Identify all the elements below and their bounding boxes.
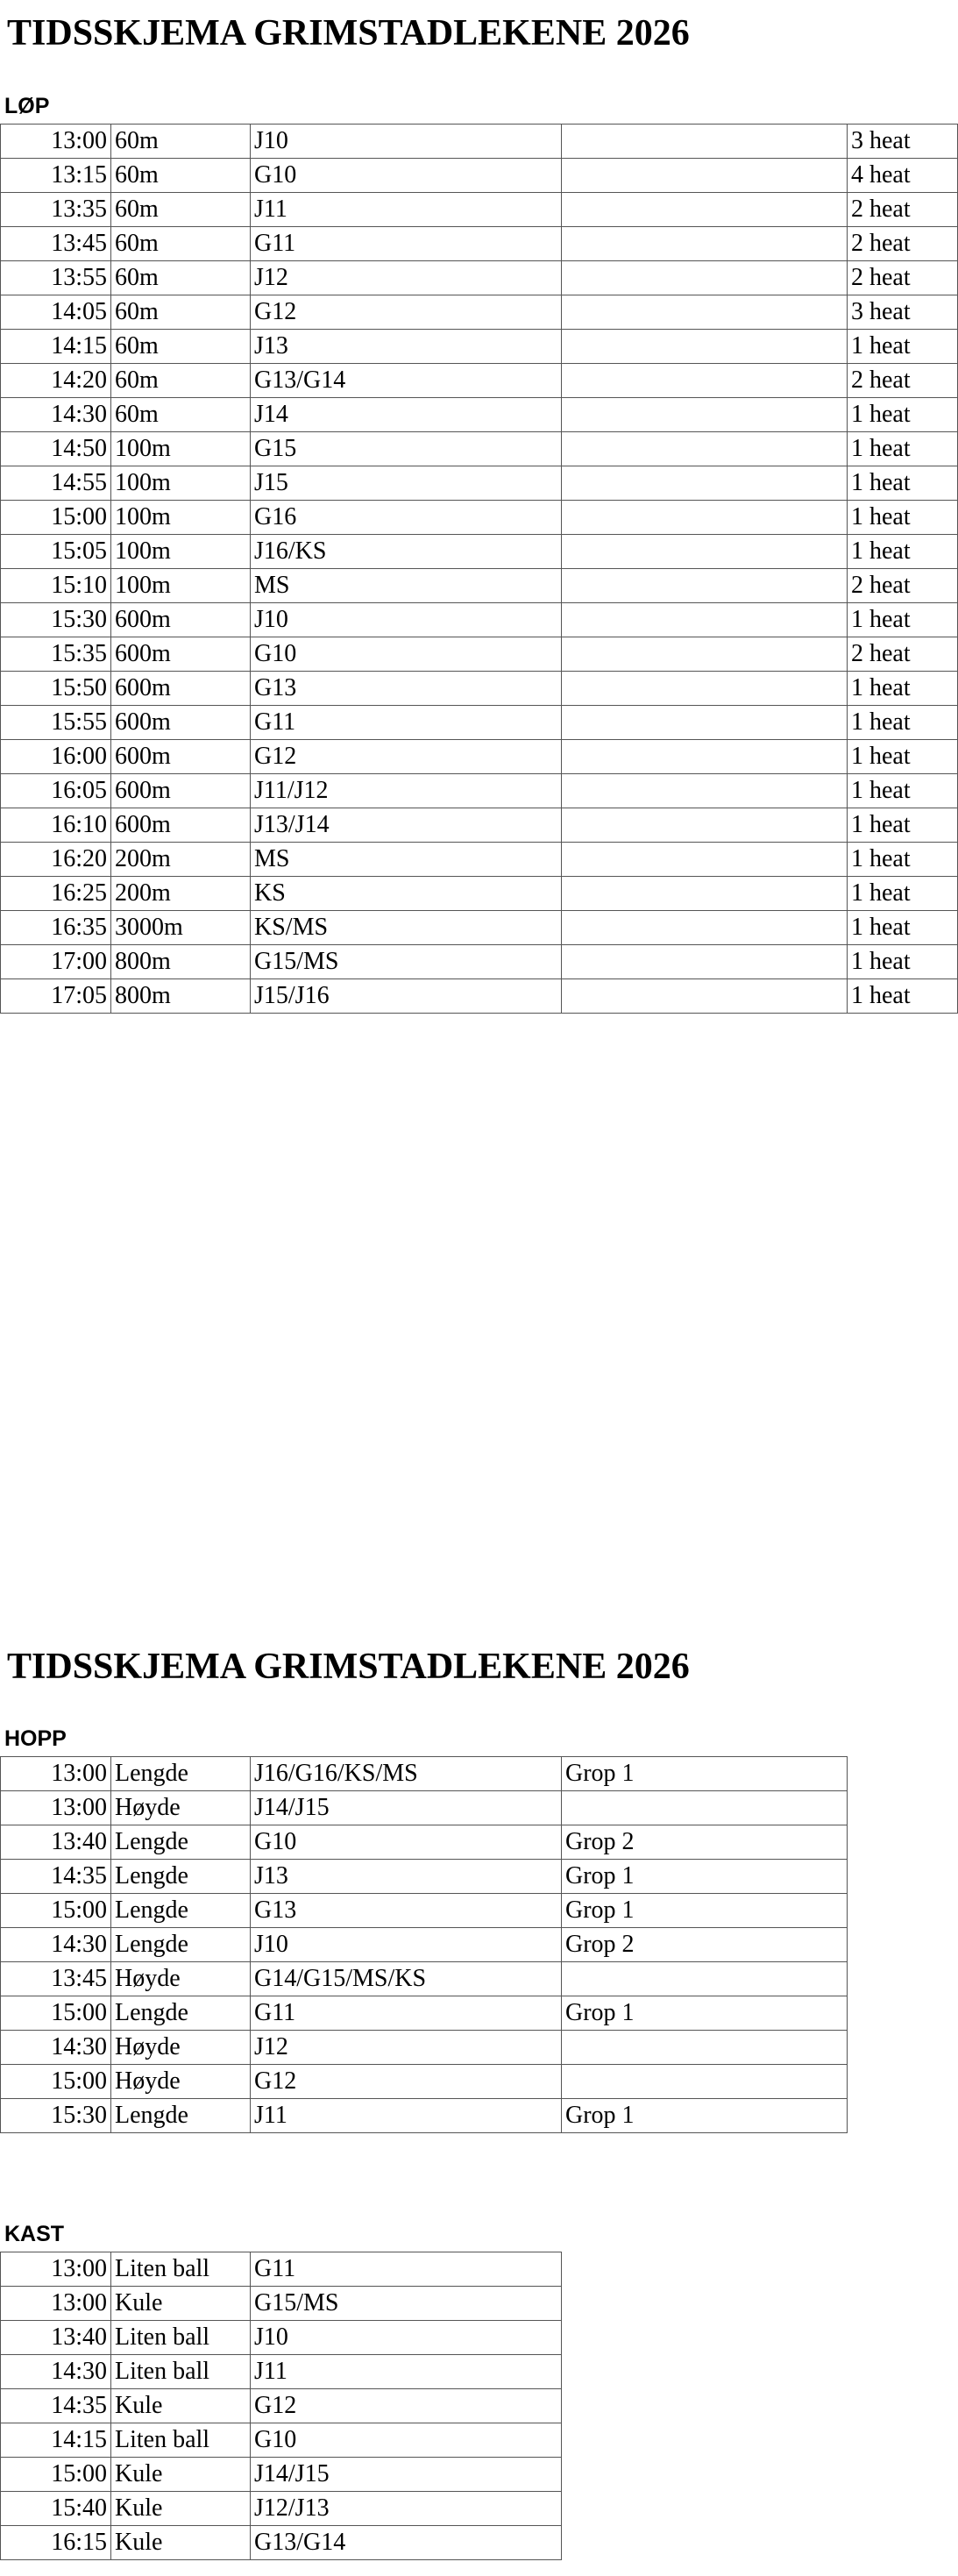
table-row <box>1 1860 848 1894</box>
table-row <box>1 1825 848 1860</box>
cell-event: Lengde <box>111 1894 251 1928</box>
cell-class: G13/G14 <box>251 2526 562 2560</box>
cell-note <box>562 979 848 1014</box>
cell-class: J15 <box>251 466 562 501</box>
cell-time: 15:00 <box>1 2065 111 2099</box>
table-row <box>1 364 958 398</box>
cell-event: Lengde <box>111 1928 251 1962</box>
cell-event: 100m <box>111 535 251 569</box>
cell-time: 13:40 <box>1 2321 111 2355</box>
cell-event: Liten ball <box>111 2355 251 2389</box>
cell-heats: 1 heat <box>848 877 958 911</box>
cell-event: Kule <box>111 2389 251 2423</box>
table-row <box>1 672 958 706</box>
table-row <box>1 501 958 535</box>
cell-note <box>562 501 848 535</box>
table-row <box>1 2389 562 2423</box>
cell-time: 15:00 <box>1 1894 111 1928</box>
cell-heats: 3 heat <box>848 295 958 330</box>
cell-event: 600m <box>111 672 251 706</box>
section-label-kast: KAST <box>4 2222 65 2246</box>
table-row <box>1 2423 562 2458</box>
cell-group <box>562 2031 848 2065</box>
cell-time: 15:40 <box>1 2492 111 2526</box>
cell-time: 15:30 <box>1 603 111 637</box>
cell-class: G11 <box>251 1996 562 2031</box>
cell-note <box>562 911 848 945</box>
cell-class: J16/KS <box>251 535 562 569</box>
cell-time: 16:05 <box>1 774 111 808</box>
table-row <box>1 1894 848 1928</box>
table-row <box>1 295 958 330</box>
cell-class: J15/J16 <box>251 979 562 1014</box>
cell-class: G12 <box>251 295 562 330</box>
cell-time: 13:00 <box>1 2252 111 2287</box>
cell-note <box>562 125 848 159</box>
cell-heats: 2 heat <box>848 569 958 603</box>
cell-heats: 1 heat <box>848 808 958 843</box>
cell-group: Grop 2 <box>562 1928 848 1962</box>
section-label-lop: LØP <box>4 94 50 118</box>
cell-note <box>562 364 848 398</box>
cell-group: Grop 1 <box>562 1757 848 1791</box>
cell-event: Lengde <box>111 1996 251 2031</box>
cell-heats: 2 heat <box>848 261 958 295</box>
cell-event: 100m <box>111 501 251 535</box>
cell-heats: 2 heat <box>848 637 958 672</box>
cell-time: 15:50 <box>1 672 111 706</box>
cell-class: J11 <box>251 2099 562 2133</box>
cell-time: 14:05 <box>1 295 111 330</box>
table-row <box>1 1996 848 2031</box>
cell-heats: 2 heat <box>848 227 958 261</box>
cell-heats: 2 heat <box>848 193 958 227</box>
table-row <box>1 2031 848 2065</box>
cell-time: 15:10 <box>1 569 111 603</box>
table-row <box>1 877 958 911</box>
cell-class: J10 <box>251 1928 562 1962</box>
cell-event: 60m <box>111 295 251 330</box>
table-row <box>1 706 958 740</box>
cell-event: 60m <box>111 227 251 261</box>
cell-class: KS/MS <box>251 911 562 945</box>
table-row <box>1 261 958 295</box>
cell-time: 16:35 <box>1 911 111 945</box>
table-row <box>1 2492 562 2526</box>
cell-note <box>562 603 848 637</box>
cell-note <box>562 261 848 295</box>
cell-time: 15:30 <box>1 2099 111 2133</box>
cell-heats: 1 heat <box>848 535 958 569</box>
cell-class: J10 <box>251 603 562 637</box>
cell-heats: 1 heat <box>848 945 958 979</box>
cell-event: 60m <box>111 261 251 295</box>
cell-class: J11 <box>251 193 562 227</box>
table-row <box>1 125 958 159</box>
cell-note <box>562 432 848 466</box>
table-row <box>1 774 958 808</box>
cell-time: 14:55 <box>1 466 111 501</box>
cell-class: J16/G16/KS/MS <box>251 1757 562 1791</box>
cell-group: Grop 2 <box>562 1825 848 1860</box>
table-row <box>1 2287 562 2321</box>
cell-event: 600m <box>111 637 251 672</box>
cell-class: MS <box>251 569 562 603</box>
cell-event: 600m <box>111 603 251 637</box>
cell-note <box>562 706 848 740</box>
cell-event: 100m <box>111 569 251 603</box>
cell-note <box>562 808 848 843</box>
table-row <box>1 1962 848 1996</box>
cell-class: G10 <box>251 159 562 193</box>
cell-event: 800m <box>111 945 251 979</box>
cell-class: J14/J15 <box>251 1791 562 1825</box>
cell-time: 14:15 <box>1 330 111 364</box>
cell-note <box>562 569 848 603</box>
cell-time: 13:00 <box>1 1757 111 1791</box>
cell-class: J14/J15 <box>251 2458 562 2492</box>
cell-class: G15/MS <box>251 2287 562 2321</box>
cell-event: 60m <box>111 364 251 398</box>
schedule-table-hopp <box>0 1756 848 2133</box>
cell-group: Grop 1 <box>562 1860 848 1894</box>
cell-event: Lengde <box>111 1860 251 1894</box>
table-row <box>1 1757 848 1791</box>
table-row <box>1 1928 848 1962</box>
table-row <box>1 2252 562 2287</box>
cell-time: 13:00 <box>1 125 111 159</box>
cell-note <box>562 877 848 911</box>
cell-class: G10 <box>251 637 562 672</box>
cell-event: Høyde <box>111 2065 251 2099</box>
cell-time: 14:30 <box>1 398 111 432</box>
table-row <box>1 979 958 1014</box>
cell-class: G13/G14 <box>251 364 562 398</box>
table-row <box>1 1791 848 1825</box>
cell-time: 13:40 <box>1 1825 111 1860</box>
cell-event: Høyde <box>111 2031 251 2065</box>
cell-group: Grop 1 <box>562 1996 848 2031</box>
cell-time: 13:45 <box>1 1962 111 1996</box>
cell-class: G11 <box>251 227 562 261</box>
cell-note <box>562 774 848 808</box>
cell-group: Grop 1 <box>562 2099 848 2133</box>
cell-class: J12 <box>251 2031 562 2065</box>
cell-heats: 1 heat <box>848 979 958 1014</box>
cell-heats: 1 heat <box>848 706 958 740</box>
table-row <box>1 637 958 672</box>
cell-event: 60m <box>111 125 251 159</box>
cell-class: J11/J12 <box>251 774 562 808</box>
cell-group <box>562 2065 848 2099</box>
cell-heats: 1 heat <box>848 501 958 535</box>
cell-event: Høyde <box>111 1791 251 1825</box>
cell-class: J12 <box>251 261 562 295</box>
cell-class: G12 <box>251 2065 562 2099</box>
cell-time: 14:35 <box>1 1860 111 1894</box>
table-row <box>1 843 958 877</box>
table-row <box>1 2099 848 2133</box>
cell-event: 60m <box>111 159 251 193</box>
cell-time: 15:00 <box>1 501 111 535</box>
table-row <box>1 740 958 774</box>
cell-class: J14 <box>251 398 562 432</box>
cell-event: 100m <box>111 466 251 501</box>
cell-event: Kule <box>111 2526 251 2560</box>
cell-time: 15:35 <box>1 637 111 672</box>
cell-time: 16:00 <box>1 740 111 774</box>
cell-heats: 1 heat <box>848 843 958 877</box>
cell-time: 14:20 <box>1 364 111 398</box>
table-row <box>1 193 958 227</box>
cell-note <box>562 945 848 979</box>
cell-event: 600m <box>111 740 251 774</box>
table-row <box>1 2065 848 2099</box>
cell-note <box>562 535 848 569</box>
cell-event: Liten ball <box>111 2423 251 2458</box>
cell-event: 200m <box>111 877 251 911</box>
cell-event: 60m <box>111 330 251 364</box>
cell-heats: 1 heat <box>848 740 958 774</box>
table-row <box>1 466 958 501</box>
cell-class: G10 <box>251 2423 562 2458</box>
cell-class: J10 <box>251 125 562 159</box>
table-row <box>1 330 958 364</box>
cell-time: 16:25 <box>1 877 111 911</box>
cell-group <box>562 1791 848 1825</box>
cell-heats: 1 heat <box>848 603 958 637</box>
cell-class: MS <box>251 843 562 877</box>
schedule-table-kast <box>0 2252 562 2560</box>
cell-event: 60m <box>111 398 251 432</box>
cell-class: G11 <box>251 706 562 740</box>
cell-heats: 1 heat <box>848 672 958 706</box>
cell-time: 13:15 <box>1 159 111 193</box>
cell-class: KS <box>251 877 562 911</box>
cell-time: 15:00 <box>1 1996 111 2031</box>
cell-event: 600m <box>111 774 251 808</box>
cell-note <box>562 672 848 706</box>
table-row <box>1 2321 562 2355</box>
cell-event: Kule <box>111 2492 251 2526</box>
cell-note <box>562 227 848 261</box>
cell-event: Lengde <box>111 1757 251 1791</box>
table-row <box>1 911 958 945</box>
cell-class: J11 <box>251 2355 562 2389</box>
cell-class: G14/G15/MS/KS <box>251 1962 562 1996</box>
cell-class: G15/MS <box>251 945 562 979</box>
cell-class: G16 <box>251 501 562 535</box>
cell-event: 3000m <box>111 911 251 945</box>
table-row <box>1 432 958 466</box>
cell-note <box>562 330 848 364</box>
table-row <box>1 2458 562 2492</box>
cell-time: 14:30 <box>1 2355 111 2389</box>
schedule-table-lop <box>0 124 958 1014</box>
cell-group <box>562 1962 848 1996</box>
cell-note <box>562 159 848 193</box>
cell-class: G12 <box>251 2389 562 2423</box>
cell-event: 60m <box>111 193 251 227</box>
cell-time: 17:00 <box>1 945 111 979</box>
cell-heats: 3 heat <box>848 125 958 159</box>
cell-time: 16:15 <box>1 2526 111 2560</box>
cell-note <box>562 637 848 672</box>
cell-event: Liten ball <box>111 2321 251 2355</box>
cell-heats: 1 heat <box>848 911 958 945</box>
cell-class: G15 <box>251 432 562 466</box>
cell-class: G12 <box>251 740 562 774</box>
cell-heats: 2 heat <box>848 364 958 398</box>
table-row <box>1 603 958 637</box>
cell-class: J10 <box>251 2321 562 2355</box>
cell-time: 13:45 <box>1 227 111 261</box>
cell-event: 800m <box>111 979 251 1014</box>
cell-class: G13 <box>251 1894 562 1928</box>
cell-heats: 1 heat <box>848 398 958 432</box>
cell-time: 15:00 <box>1 2458 111 2492</box>
table-row <box>1 2355 562 2389</box>
cell-event: Lengde <box>111 2099 251 2133</box>
cell-event: 100m <box>111 432 251 466</box>
cell-time: 14:50 <box>1 432 111 466</box>
cell-heats: 1 heat <box>848 466 958 501</box>
cell-note <box>562 398 848 432</box>
cell-note <box>562 466 848 501</box>
cell-time: 14:35 <box>1 2389 111 2423</box>
cell-note <box>562 740 848 774</box>
cell-time: 15:05 <box>1 535 111 569</box>
page-title-lop: TIDSSKJEMA GRIMSTADLEKENE 2026 <box>7 13 690 53</box>
cell-time: 14:30 <box>1 2031 111 2065</box>
cell-time: 13:55 <box>1 261 111 295</box>
table-row <box>1 227 958 261</box>
cell-event: 600m <box>111 808 251 843</box>
cell-event: Liten ball <box>111 2252 251 2287</box>
cell-heats: 1 heat <box>848 330 958 364</box>
cell-note <box>562 843 848 877</box>
section-label-hopp: HOPP <box>4 1726 67 1751</box>
table-row <box>1 945 958 979</box>
cell-class: J13 <box>251 1860 562 1894</box>
cell-time: 14:15 <box>1 2423 111 2458</box>
page-title-hopp-kast: TIDSSKJEMA GRIMSTADLEKENE 2026 <box>7 1647 690 1687</box>
cell-time: 13:35 <box>1 193 111 227</box>
cell-class: G11 <box>251 2252 562 2287</box>
table-row <box>1 569 958 603</box>
cell-class: G10 <box>251 1825 562 1860</box>
cell-time: 13:00 <box>1 1791 111 1825</box>
cell-event: 600m <box>111 706 251 740</box>
cell-event: Kule <box>111 2458 251 2492</box>
cell-heats: 1 heat <box>848 432 958 466</box>
cell-event: Lengde <box>111 1825 251 1860</box>
cell-event: Høyde <box>111 1962 251 1996</box>
cell-note <box>562 193 848 227</box>
cell-time: 15:55 <box>1 706 111 740</box>
table-row <box>1 159 958 193</box>
cell-class: J12/J13 <box>251 2492 562 2526</box>
cell-heats: 4 heat <box>848 159 958 193</box>
cell-event: 200m <box>111 843 251 877</box>
cell-time: 16:10 <box>1 808 111 843</box>
cell-time: 13:00 <box>1 2287 111 2321</box>
cell-time: 17:05 <box>1 979 111 1014</box>
cell-class: J13/J14 <box>251 808 562 843</box>
table-row <box>1 808 958 843</box>
cell-note <box>562 295 848 330</box>
cell-group: Grop 1 <box>562 1894 848 1928</box>
cell-class: J13 <box>251 330 562 364</box>
cell-time: 14:30 <box>1 1928 111 1962</box>
cell-time: 16:20 <box>1 843 111 877</box>
table-row <box>1 535 958 569</box>
cell-event: Kule <box>111 2287 251 2321</box>
table-row <box>1 398 958 432</box>
table-row <box>1 2526 562 2560</box>
cell-class: G13 <box>251 672 562 706</box>
cell-heats: 1 heat <box>848 774 958 808</box>
